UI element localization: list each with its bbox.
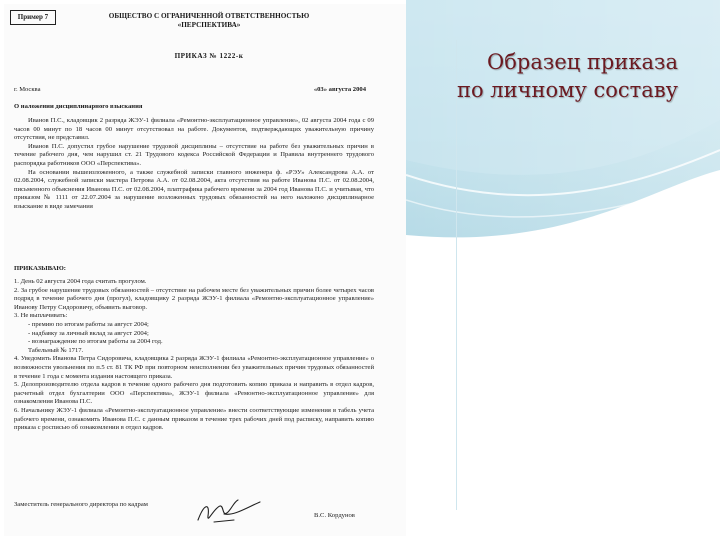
order-item: 5. Делопроизводителю отдела кадров в течение одного рабочего дня подготовить копию приказа и направить в отдел кадров, расчетный отдел бухгалтерии ООО «Перспектива», ЖЭУ-1 филиала «Ремонтно-эксплуатационное управление» для ознакомления Иванова П.С. (14, 381, 374, 406)
order-item: 3. Не выплачивать: (14, 312, 68, 320)
order-subitem: - вознаграждение по итогам работы за 2004 год. (28, 338, 163, 346)
body-paragraph: Иванов П.С. допустил грубое нарушение трудовой дисциплины – отсутствие на работе без уважительных причин в течение рабочего дня, чем нарушил ст. 21 Трудового кодекса Российской Федерации и Правила внутреннего трудового распорядка работников ООО «Перспектива». (14, 142, 374, 167)
decorative-divider (456, 40, 457, 510)
order-date: «03» августа 2004 (313, 86, 366, 93)
handwritten-signature (194, 494, 264, 528)
body-paragraph: Иванов П.С., кладовщик 2 разряда ЖЭУ-1 филиала «Ремонтно-эксплуатационное управление», 02 августа 2004 года с 09 часов 00 минут по 18 часов 00 минут отсутствовал на работе. Документов, подтверждающих уважительную причину отсутствия, не представил. (14, 117, 374, 142)
order-subject: О наложении дисциплинарного взыскания (14, 103, 143, 110)
order-subitem: - надбавку за личный вклад за август 2004; (28, 329, 149, 337)
order-subitem: - премию по итогам работы за август 2004; (28, 320, 149, 328)
order-items (14, 278, 374, 433)
order-subitem: Табельный № 1717. (28, 346, 84, 354)
order-title: ПРИКАЗ № 1222-к (174, 52, 244, 60)
body-paragraph: На основании вышеизложенного, а также служебной записки главного инженера ф. «РЭУ» Александрова А.А. от 02.08.2004, служебной записки мастера Петрова А.А. от 02.08.2004, акта отсутствия на работе Иванова П.С. от 02.08.2004, письменного объяснения Иванова П.С. от 02.08.2004, платграфика рабочего времени за 2004 год Иванова П.С. и учитывая, что приказом № 1111 от 22.07.2004 за нарушение возложенных трудовых обязанностей на него наложено дисциплинарное взыскание в виде замечания (14, 168, 374, 210)
slide-title (420, 48, 678, 104)
wave-band-graphic (406, 0, 720, 250)
signatory-name: В.С. Кордунов (314, 512, 355, 519)
slide-title-line2: по личному составу (456, 78, 678, 102)
order-item: 6. Начальнику ЖЭУ-1 филиала «Ремонтно-эксплуатационное управление» внести соответствующие изменения в табель учета рабочего времени, ознакомить Иванова П.С. с данным приказом в течение трех рабочих дней под расписку, направить копию приказа с росписью об ознакомлении в отдел кадров. (14, 406, 374, 432)
signatory-position: Заместитель генерального директора по кадрам (14, 501, 148, 508)
order-item: 1. День 02 августа 2004 года считать прогулом. (14, 278, 147, 285)
example-label: Пример 7 (10, 10, 56, 25)
order-item: 2. За грубое нарушение трудовых обязанностей – отсутствие на рабочем месте без уважительных причин более четырех часов подряд в течение рабочего дня (прогул), кладовщику 2 разряда ЖЭУ-1 филиала «Ремонтно-эксплуатационное управление» Иванову Петру Сидоровичу, объявить выговор. (14, 286, 374, 311)
order-item: 4. Уведомить Иванова Петра Сидоровича, кладовщика 2 разряда ЖЭУ-1 филиала «Ремонтно-эксплуатационное управление» о возможности увольнения по п.5 ст. 81 ТК РФ при повторном неисполнении без уважительных причин трудовых обязанностей в течение 1 года с момента издания настоящего приказа. (14, 355, 374, 380)
organization-header (74, 12, 344, 30)
order-body (14, 117, 374, 212)
scanned-order-document (4, 4, 406, 536)
org-name-line2: «ПЕРСПЕКТИВА» (177, 21, 241, 29)
slide-title-line1: Образец приказа (487, 50, 678, 74)
org-name-line1: ОБЩЕСТВО С ОГРАНИЧЕННОЙ ОТВЕТСТВЕННОСТЬЮ (108, 12, 310, 20)
order-city: г. Москва (14, 86, 41, 93)
order-directive: ПРИКАЗЫВАЮ: (14, 265, 66, 272)
